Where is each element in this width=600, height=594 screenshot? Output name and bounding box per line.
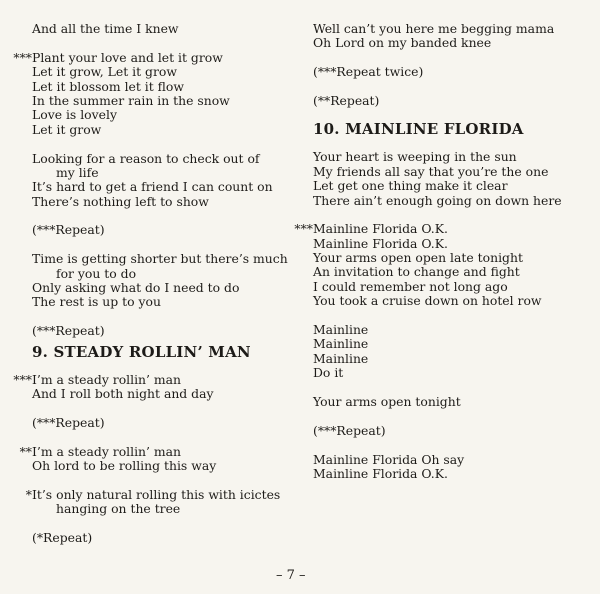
lyric-line [313,294,583,308]
lyric-line [32,209,297,223]
lyric-text: Looking for a reason to check out of [32,150,260,166]
lyric-line [32,123,297,137]
lyric-line [313,208,583,222]
repeat-marker: *** [13,371,32,387]
lyric-text: for you to do [56,265,137,281]
lyric-text: The rest is up to you [32,294,161,310]
repeat-marker: * [25,486,32,502]
lyric-text: And all the time I knew [32,21,179,36]
lyric-text: (*Repeat) [32,529,93,545]
lyric-line [32,324,297,338]
lyric-line [313,467,583,481]
lyric-text: (***Repeat) [32,323,105,339]
lyric-line [32,80,297,94]
repeat-marker: *** [294,221,313,237]
lyric-line [32,65,297,79]
lyric-line [313,65,583,79]
lyric-line [313,237,583,251]
lyric-line [32,387,297,401]
lyric-line [32,430,297,444]
lyric-line [32,459,297,473]
lyric-line [313,280,583,294]
lyric-line [32,401,297,415]
lyric-line [32,22,297,36]
lyric-text: Let it blossom let it flow [32,78,185,94]
lyric-text: (**Repeat) [313,92,380,108]
lyric-text: (***Repeat) [32,414,105,430]
lyric-line [313,337,583,351]
lyric-line [313,265,583,279]
lyric-text: You took a cruise down on hotel row [313,293,542,309]
right-lyrics-b [294,149,583,481]
lyric-text: Mainline Florida O.K. [313,221,448,237]
lyric-line [313,309,583,323]
lyric-text: I’m a steady rollin’ man [32,443,182,459]
lyric-line [32,295,297,309]
right-column [294,21,583,481]
lyric-line [294,221,583,237]
lyric-line [32,195,297,209]
lyric-text: hanging on the tree [56,501,181,517]
lyric-text: And I roll both night and day [32,385,214,401]
lyric-text: Your arms open open late tonight [313,250,523,266]
right-lyrics-a [313,22,583,108]
lyric-line [313,381,583,395]
lyric-text: Mainline Florida O.K. [313,465,448,481]
lyric-line [313,94,583,108]
lyric-line [32,310,297,324]
repeat-marker: ** [19,443,32,459]
lyric-text: An invitation to change and fight [313,264,520,280]
lyric-line [313,323,583,337]
lyric-text: Time is getting shorter but there’s much [32,251,288,267]
lyric-text: It’s hard to get a friend I can count on [32,179,273,195]
lyric-text: Plant your love and let it grow [32,49,223,65]
lyric-text: My friends all say that you’re the one [313,163,549,179]
lyric-text: I’m a steady rollin’ man [32,371,182,387]
left-lyrics-b [13,371,297,546]
lyric-text: There’s nothing left to show [32,193,209,209]
lyric-text: Mainline [313,322,369,338]
lyric-line [13,371,297,387]
lyric-text: Mainline [313,350,369,366]
lyric-line [32,223,297,237]
lyric-text: (***Repeat) [313,422,386,438]
lyric-text: Mainline Florida O.K. [313,235,448,251]
lyric-line [313,179,583,193]
lyric-line [32,137,297,151]
lyric-text: Your arms open tonight [313,393,461,409]
lyric-text: Only asking what do I need to do [32,280,240,296]
lyric-line [19,443,297,459]
lyric-text: Oh lord to be rolling this way [32,457,217,473]
lyric-line [32,180,297,194]
lyric-line [313,251,583,265]
lyric-line [32,517,297,531]
lyric-text: In the summer rain in the snow [32,92,230,108]
lyric-text: Mainline Florida Oh say [313,451,465,467]
lyric-line [313,438,583,452]
repeat-marker: *** [13,49,32,65]
lyric-line [32,267,297,281]
lyric-line [313,22,583,36]
lyric-line [313,150,583,164]
lyric-line [32,252,297,266]
lyric-line [313,453,583,467]
lyric-line [32,108,297,122]
song-title-steady-rollin-man: 9. STEADY ROLLIN’ MAN [32,342,251,361]
left-column [13,21,297,545]
lyric-text: (***Repeat twice) [313,64,424,80]
lyric-line [313,409,583,423]
song-title-mainline-florida: 10. MAINLINE FLORIDA [313,120,524,139]
lyric-line [32,152,297,166]
lyric-line [32,416,297,430]
lyric-text: (***Repeat) [32,222,105,238]
lyric-text: Mainline [313,336,369,352]
lyric-text: Love is lovely [32,107,117,123]
lyric-line [313,352,583,366]
lyric-line [32,166,297,180]
lyric-line [313,395,583,409]
lyric-line [32,281,297,295]
lyric-text: Let it grow, Let it grow [32,64,177,80]
lyric-line [313,36,583,50]
lyric-text: I could remember not long ago [313,278,508,294]
lyric-line [32,473,297,487]
lyric-line [32,502,297,516]
lyric-text: There ain’t enough going on down here [313,192,562,208]
lyric-text: It’s only natural rolling this with icictes [32,486,281,502]
lyric-text: Your heart is weeping in the sun [313,149,517,165]
lyric-text: Let it grow [32,121,102,137]
lyric-text: Well can’t you here me begging mama [313,21,555,36]
page-number: – 7 – [276,568,306,583]
lyric-line [32,36,297,50]
lyric-line [313,165,583,179]
lyric-line [313,194,583,208]
lyric-line [13,49,297,65]
lyric-line [25,486,297,502]
lyric-text: my life [56,164,99,180]
left-lyrics-a [13,21,297,339]
lyric-text: Let get one thing make it clear [313,178,508,194]
lyric-line [313,366,583,380]
lyric-line [313,80,583,94]
lyric-line [32,238,297,252]
lyric-text: Do it [313,365,344,381]
lyric-line [313,51,583,65]
lyric-text: Oh Lord on my banded knee [313,35,492,51]
lyric-line [32,94,297,108]
lyric-line [32,531,297,545]
lyric-line [313,424,583,438]
